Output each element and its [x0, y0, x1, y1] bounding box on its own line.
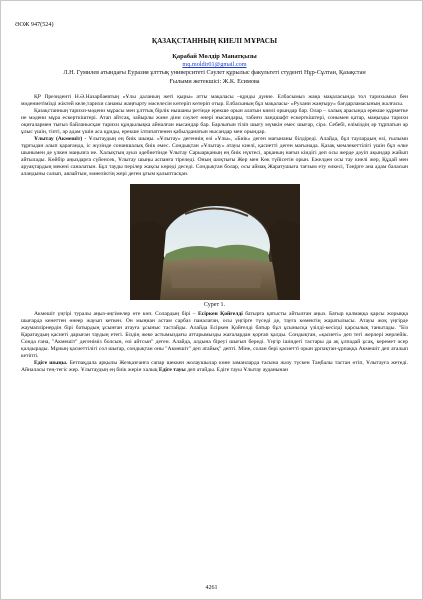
cave-photo	[130, 184, 300, 300]
body-paragraph: ҚР Президенті Н.Ә.Назарбаевтың «Ұлы даланың жеті қыры» атты мақаласы –құнды дүние. Елбасымыз жаңа мақаласында тол тарихымыз бен мәдениетімізді жіктей келе,тарихи сананы жаңғырту мәселесін көтеріп көтеріп отыр. Елбасының бұл мақаласы- «Рухани жаңғыру» бағдарламасының жалғасы.	[21, 93, 408, 107]
page-number: 4261	[205, 585, 218, 591]
body-paragraph: Қазақстанның тарихи-мәдени мұрасы мен ұлттық бірлік нышаны ретінде ерекше орын алатын киелі орындар бар. Олар – халық арасында ерекше құрметке ие мәдени мұра ескерткіштері. Атап айтсақ, зайырлы және діни сәулет өнері нысандары, табиғи ландшафт ескерткіштері, сонымен қатар, маңызды тарихи оқиғалармен тығыз байланысқан тарихи құндылықка айналған нысандар бар. Барлығын тізіп шығу мүмкін емес шығар, сірә. Себебі, еліміздің әр тұрпатын әр ұлыс үшін, тіпті, әр адам үшін аса құнды, ерекше ілтипатпенен қабылданатын нысандар мен орындар.	[21, 107, 408, 135]
udk-code: ӘОЖ 947(524)	[15, 21, 54, 28]
author-email-link[interactable]: mq.moldir01@gmail.com	[182, 61, 247, 68]
body-paragraph: Ұлытау (Акмешіт) - Ұлытаудың ең биік шыңы. «Ұлытау» дегеннің өзі «Ұлы», «Биік» деген мағынаны білдіреді. Алайда, бұл таулардың өзі, ғылыми тұрғыдан алып қарағанда, іс жүзінде сонаншалық биік емес. Сондықтан «Ұлытау» атауы киелі, қасиетті деген мағынада. Қазақ мемлекеттілігі үшін бұл өлке шынымен де үлкен маңызға ие. Халықтың ауыз әдебиетінде Ұлытау Сарыарқаның ең биік нүктесі, арқаның нағыз кіндігі деп осы жерде дәуіп ақындар жайып айтылады. Көйбір аңыздарға сүйенсек, Ұлытау шыңы аспанға тіреледі. Оның шоқтығы Жер мен Көк түйісетін орын. Ежелден осы тау киелі жер, Құдай мен аруақтардың мекені саналатын. Бұл тауды перілер жақсы көреді деседі. Сондықтан болар, осы аймақ Жаратушыға тағзым ету өлкесі, Тәңірге ана адам баласын аландыны салып, аялайтын, мәнеліктің жері деген ұғым қалыптасқан.	[21, 135, 408, 177]
body-paragraph: Акмешіт үңгірі туралы аңыз-әңгімелер өте көп. Солардың бірі – Есіркен Қойғелді батырға қатысты айтылған аңыз. Батыр қалмаққа қарсы жорыққа шығарда кенеттен өнеер жауып кеткен. Он мыңнан астам сарбаз паналаған, осы үңгірге түседі де, тауға көмектің жаратылысы. Атауы жоқ үңгірде жаумаплірнердін бірі батырдың ұсынған атауға ұсыныс тастайды. Алайда Есіркен Қойғелді батыр бұл ұсынысқа үзілді-кесілді қарсылық танытады. "Біз Қаратаудың қасиеті дарыған таудың етегі. Біздің жеке астымыздағы аттарымызды жағалардан қорғап қалды. Сондықтан, «қасиеті» деп тегі жерлері жерлейік. Сонда ғана, "Акмешіт" дегеніміз болсын, өзі айтсын" деген. Алайда, алдына біреуі шығып береді. Үңгір ішіндегі тастары да ақ ұлпадай ұсақ, керемет әсер қалдырады. Мұның қасиеттілігі сол шығар, сондықтан оны "Акмешіт" деп атайық" депті. Міне, солан бері қасиетті орын ұрпақтан-ұрпаққа Акмешіт деп аталып кетіпті.	[21, 310, 408, 359]
supervisor: Ғылыми жетекшісі: Ж.К. Есимова	[169, 77, 260, 85]
body-text-section-1	[21, 94, 408, 178]
body-text-section-2	[21, 311, 408, 374]
figure-caption: Сурет 1.	[203, 301, 226, 308]
article-title: ҚАЗАҚСТАННЫҢ КИЕЛІ МҰРАСЫ	[151, 37, 278, 45]
body-paragraph: Едіге шыңы. Бетпақдала арқылы Жезқазғанға сапар шеккен жолаушылар көне заманларда тасына жазу түскен Таңбалы тастан өтіп, Ұлытауға жетеді. Айналасы тең-тегіс жер. Ұлытаудың ең биік жерін халық Едіге тауы деп атайды. Едіге тауы Ұлытау ауданынан	[21, 359, 408, 373]
author-name: Қарабай Мөлдір Манатқызы	[172, 53, 257, 60]
author-affiliation: Л.Н. Гумилев атындағы Еуразия ұлттық университеті Сәулет құрылыс факультеті студенті Нұр-Сұлтан, Қазақстан	[63, 69, 366, 76]
